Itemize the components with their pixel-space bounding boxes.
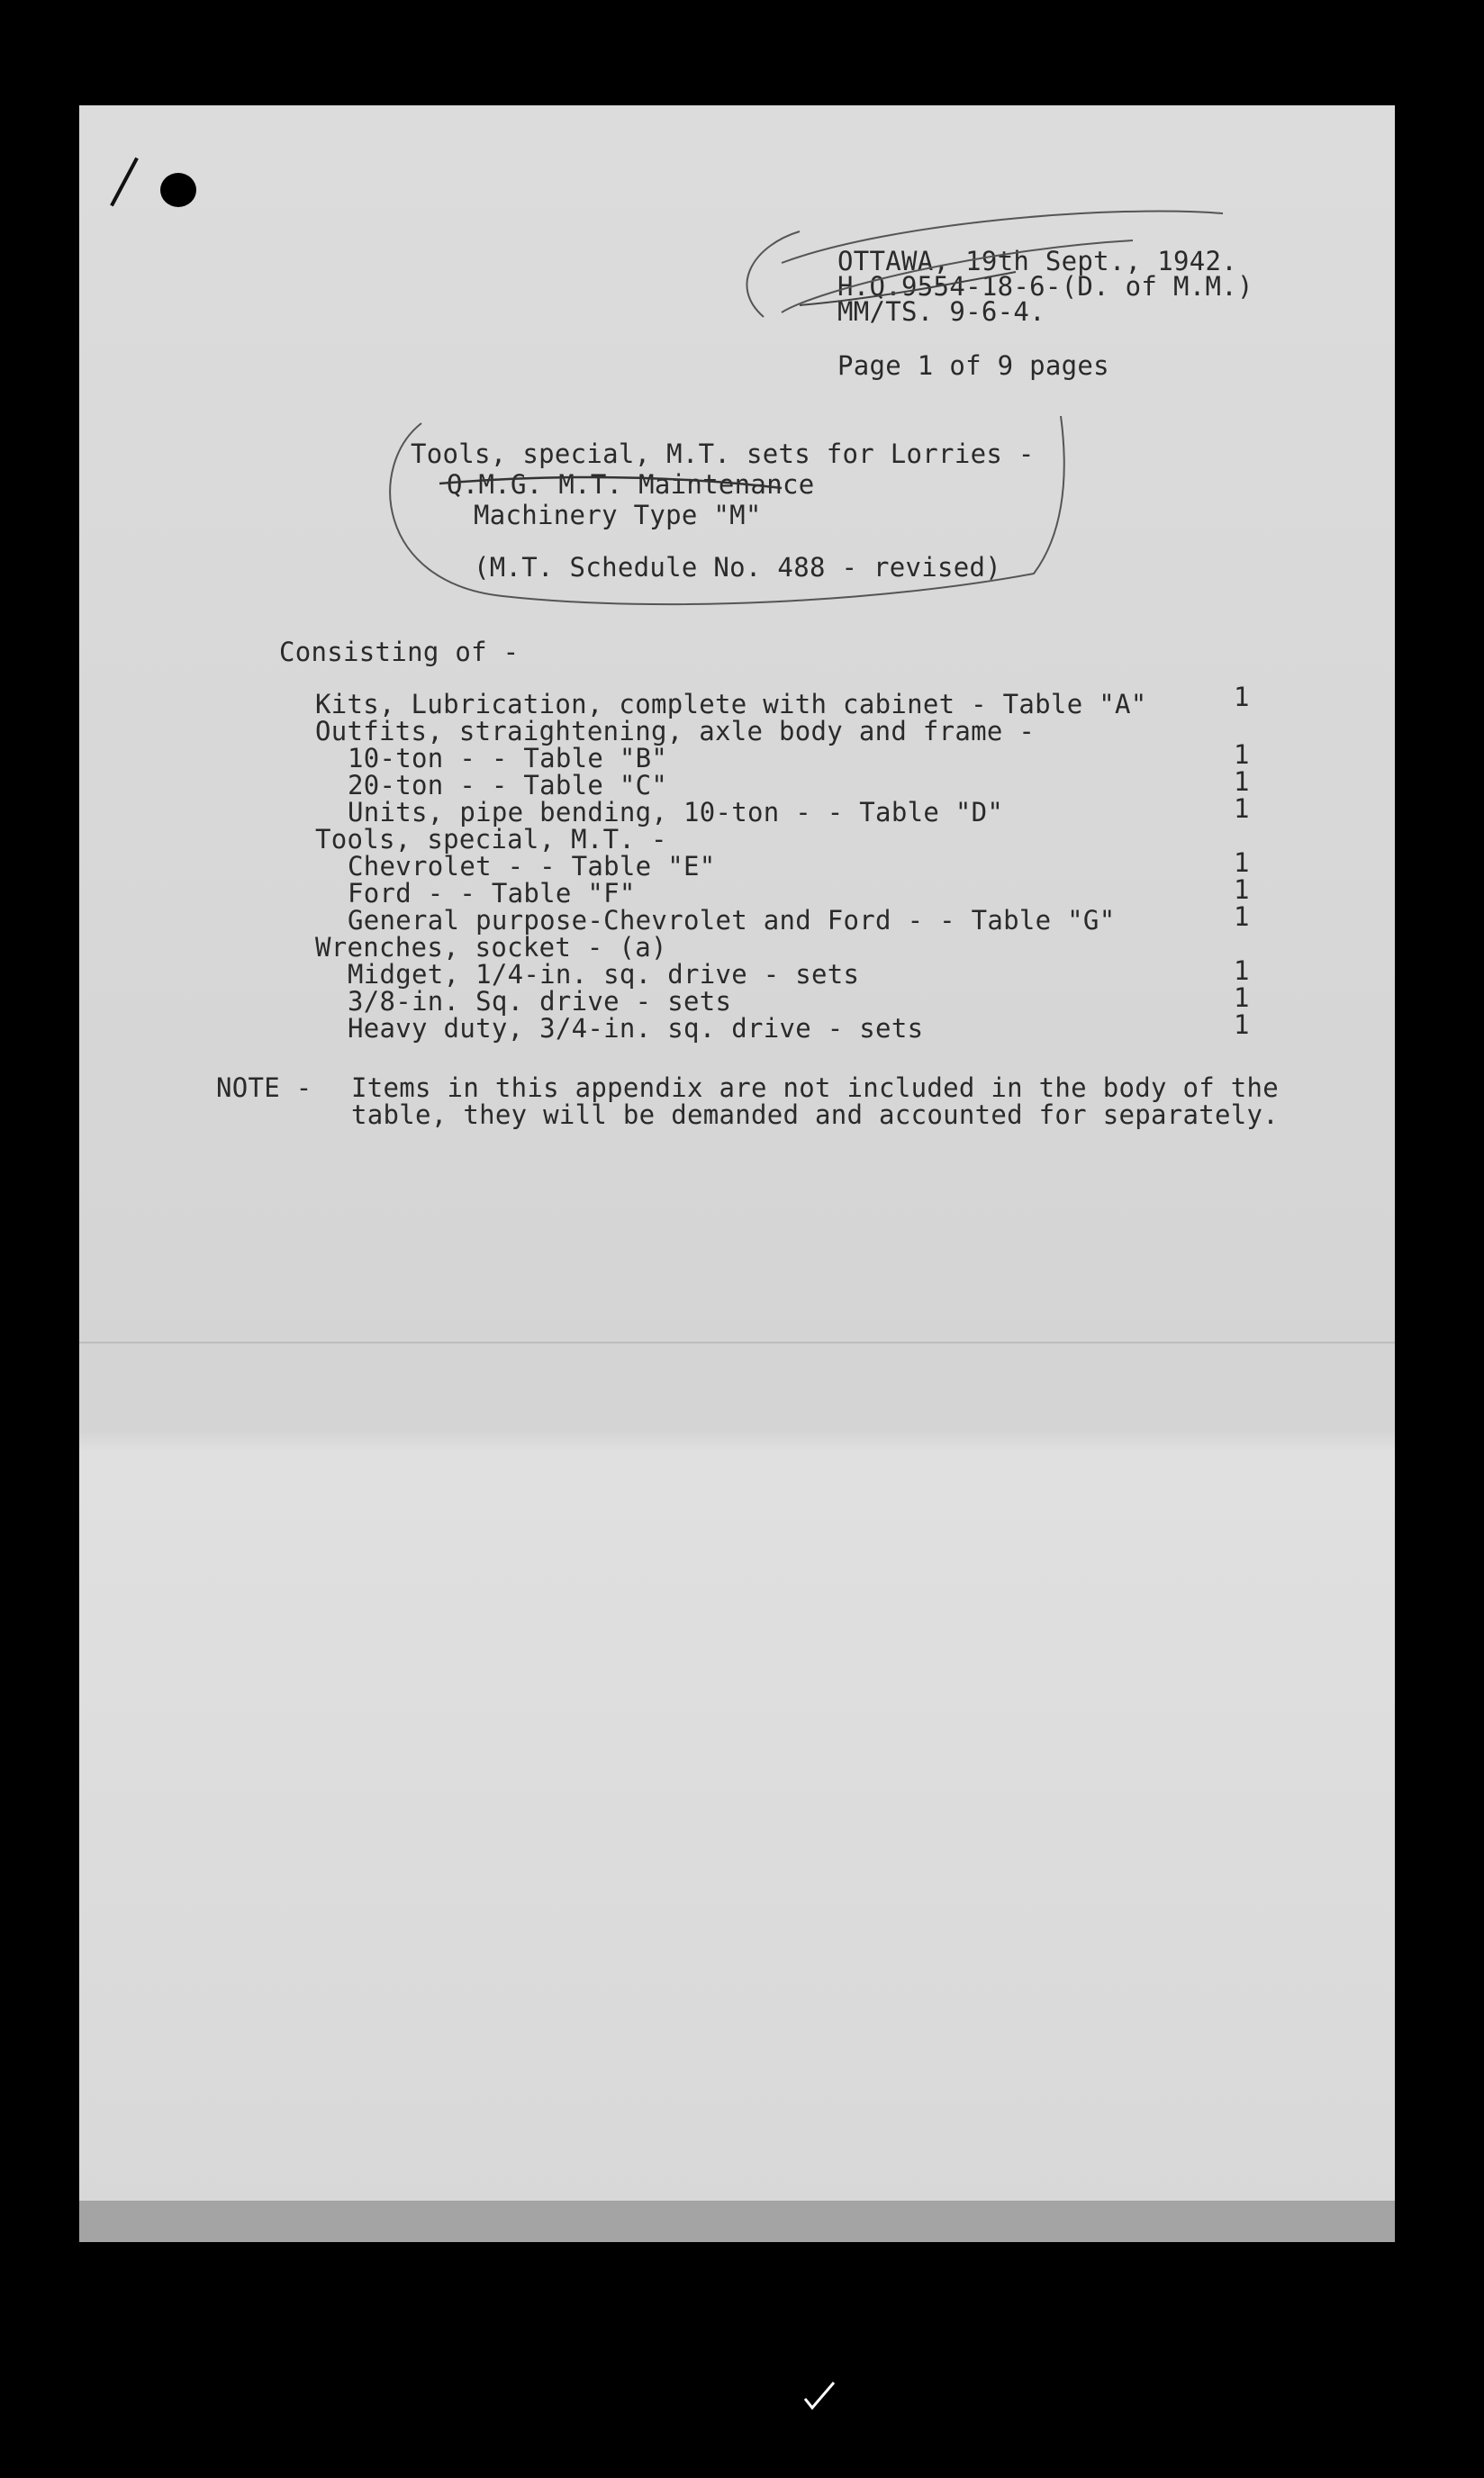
item-quantity: 1 bbox=[1234, 793, 1250, 824]
pencil-mark bbox=[110, 158, 139, 207]
note-label: NOTE - bbox=[216, 1072, 312, 1103]
list-item: Units, pipe bending, 10-ton - - Table "D" bbox=[348, 797, 1004, 828]
item-quantity: 1 bbox=[1234, 1009, 1250, 1040]
list-item: 10-ton - - Table "B" bbox=[348, 743, 668, 773]
item-quantity: 1 bbox=[1234, 847, 1250, 878]
item-quantity: 1 bbox=[1234, 766, 1250, 797]
header-location-date: OTTAWA, 19th Sept., 1942. bbox=[837, 246, 1237, 276]
list-item: Midget, 1/4-in. sq. drive - sets bbox=[348, 959, 860, 990]
page-bottom-band bbox=[79, 2201, 1395, 2242]
list-item: Wrenches, socket - (a) bbox=[315, 932, 667, 963]
list-item: Ford - - Table "F" bbox=[348, 878, 636, 909]
note-line-1: Items in this appendix are not included in the body of the bbox=[351, 1072, 1280, 1103]
punch-hole bbox=[160, 173, 196, 207]
item-quantity: 1 bbox=[1234, 874, 1250, 905]
title-line-3: Machinery Type "M" bbox=[474, 500, 762, 530]
item-quantity: 1 bbox=[1234, 955, 1250, 986]
page-count: Page 1 of 9 pages bbox=[837, 350, 1109, 381]
list-item: 20-ton - - Table "C" bbox=[348, 770, 668, 800]
note-line-2: table, they will be demanded and accounted for separately. bbox=[351, 1099, 1280, 1130]
list-item: Outfits, straightening, axle body and frame - bbox=[315, 716, 1036, 746]
header-mm-ref: MM/TS. 9-6-4. bbox=[837, 296, 1045, 327]
item-quantity: 1 bbox=[1234, 901, 1250, 932]
item-quantity: 1 bbox=[1234, 982, 1250, 1013]
list-item: Heavy duty, 3/4-in. sq. drive - sets bbox=[348, 1013, 924, 1044]
item-quantity: 1 bbox=[1234, 682, 1250, 712]
intro-text: Consisting of - bbox=[279, 637, 520, 667]
schedule-number: (M.T. Schedule No. 488 - revised) bbox=[474, 552, 1002, 583]
list-item: Kits, Lubrication, complete with cabinet - Table "A" bbox=[315, 689, 1147, 719]
check-mark-icon bbox=[801, 2377, 837, 2413]
header-file-ref: H.Q.9554-18-6-(D. of M.M.) bbox=[837, 271, 1253, 302]
list-item: Chevrolet - - Table "E" bbox=[348, 851, 716, 882]
pencil-annotations bbox=[79, 105, 1395, 2242]
list-item: General purpose-Chevrolet and Ford - - Table "G" bbox=[348, 905, 1116, 936]
list-item: 3/8-in. Sq. drive - sets bbox=[348, 986, 732, 1017]
document-page bbox=[79, 105, 1395, 2242]
title-line-1: Tools, special, M.T. sets for Lorries - bbox=[411, 439, 1035, 469]
page-fold bbox=[79, 1342, 1395, 1343]
item-quantity: 1 bbox=[1234, 739, 1250, 770]
list-item: Tools, special, M.T. - bbox=[315, 824, 667, 855]
title-line-2: Q.M.G. M.T. Maintenance bbox=[447, 469, 815, 500]
